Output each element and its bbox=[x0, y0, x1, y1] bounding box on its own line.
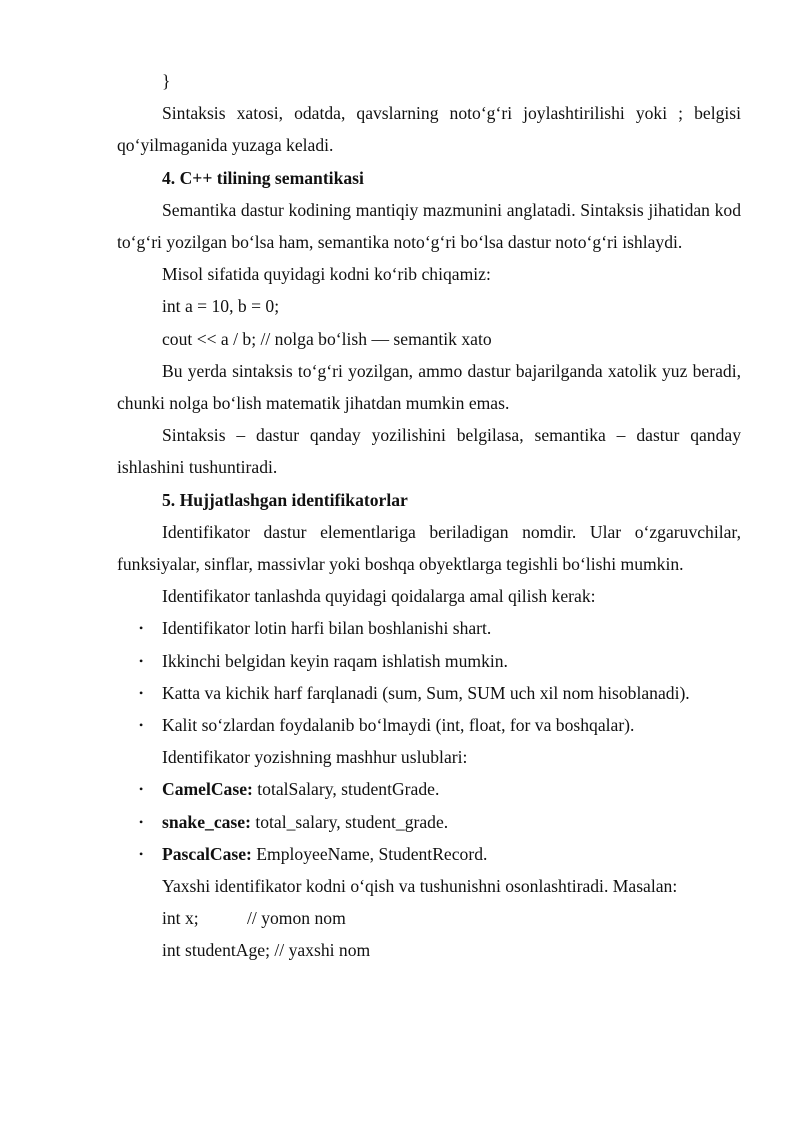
list-item-style bbox=[117, 806, 741, 838]
document-body bbox=[117, 65, 741, 967]
paragraph-example-intro: Misol sifatida quyidagi kodni ko‘rib chiqamiz: bbox=[162, 264, 491, 285]
paragraph-summary: Sintaksis – dastur qanday yozilishini belgilasa, semantika – dastur qanday ishlashini tushuntiradi. bbox=[117, 425, 741, 478]
style-example: EmployeeName, StudentRecord. bbox=[251, 843, 488, 864]
paragraph-rules-intro: Identifikator tanlashda quyidagi qoidalarga amal qilish kerak: bbox=[162, 586, 596, 607]
code-line-1: int a = 10, b = 0; bbox=[162, 296, 280, 317]
list-item-text: Identifikator lotin harfi bilan boshlanishi shart. bbox=[162, 618, 492, 639]
bullet-icon: • bbox=[139, 814, 144, 829]
heading-identifiers: 5. Hujjatlashgan identifikatorlar bbox=[162, 489, 408, 510]
closing-brace: } bbox=[162, 71, 171, 91]
paragraph-identifier: Identifikator dastur elementlariga beriladigan nomdir. Ular o‘zgaruvchilar, funksiyalar, sinflar, massivlar yoki boshqa obyektlarga tegishli bo‘lishi mumkin. bbox=[117, 521, 741, 575]
bullet-icon: • bbox=[139, 846, 144, 861]
bullet-icon: • bbox=[139, 718, 144, 733]
style-name: snake_case: bbox=[162, 811, 251, 832]
list-item-text: Ikkinchi belgidan keyin raqam ishlatish mumkin. bbox=[162, 650, 508, 671]
bullet-icon: • bbox=[139, 621, 144, 636]
list-item-rule bbox=[117, 612, 741, 644]
code-line-2: cout << a / b; // nolga bo‘lish — semantik xato bbox=[162, 328, 492, 349]
code-line-3: int x; // yomon nom bbox=[162, 908, 346, 929]
paragraph-semantics: Semantika dastur kodining mantiqiy mazmunini anglatadi. Sintaksis jihatidan kod to‘g‘ri yozilgan bo‘lsa ham, semantika noto‘g‘ri bo‘lsa dastur noto‘g‘ri ishlaydi. bbox=[117, 199, 741, 253]
style-example: total_salary, student_grade. bbox=[250, 811, 449, 832]
paragraph-good-identifier: Yaxshi identifikator kodni o‘qish va tushunishni osonlashtiradi. Masalan: bbox=[162, 876, 678, 897]
paragraph-syntax-error: Sintaksis xatosi, odatda, qavslarning noto‘g‘ri joylashtirilishi yoki ; belgisi qo‘yilmaganida yuzaga keladi. bbox=[117, 103, 741, 156]
list-item-style bbox=[117, 773, 741, 805]
list-item-rule bbox=[117, 677, 741, 709]
list-item-rule bbox=[117, 709, 741, 741]
list-item-style bbox=[117, 838, 741, 870]
paragraph-explanation: Bu yerda sintaksis to‘g‘ri yozilgan, ammo dastur bajarilganda xatolik yuz beradi, chunki nolga bo‘lish matematik jihatdan mumkin emas. bbox=[117, 360, 741, 414]
style-example: totalSalary, studentGrade. bbox=[252, 779, 440, 800]
style-name: PascalCase: bbox=[162, 843, 252, 864]
bullet-icon: • bbox=[139, 653, 144, 668]
heading-semantics: 4. C++ tilining semantikasi bbox=[162, 167, 364, 188]
paragraph-styles-intro: Identifikator yozishning mashhur uslublari: bbox=[162, 747, 468, 768]
code-line-4: int studentAge; // yaxshi nom bbox=[162, 940, 371, 961]
list-item-text: Kalit so‘zlardan foydalanib bo‘lmaydi (int, float, for va boshqalar). bbox=[162, 715, 635, 736]
list-item-text: Katta va kichik harf farqlanadi (sum, Sum, SUM uch xil nom hisoblanadi). bbox=[162, 682, 690, 703]
style-name: CamelCase: bbox=[162, 779, 253, 800]
list-item-rule bbox=[117, 645, 741, 677]
bullet-icon: • bbox=[139, 685, 144, 700]
bullet-icon: • bbox=[139, 782, 144, 797]
